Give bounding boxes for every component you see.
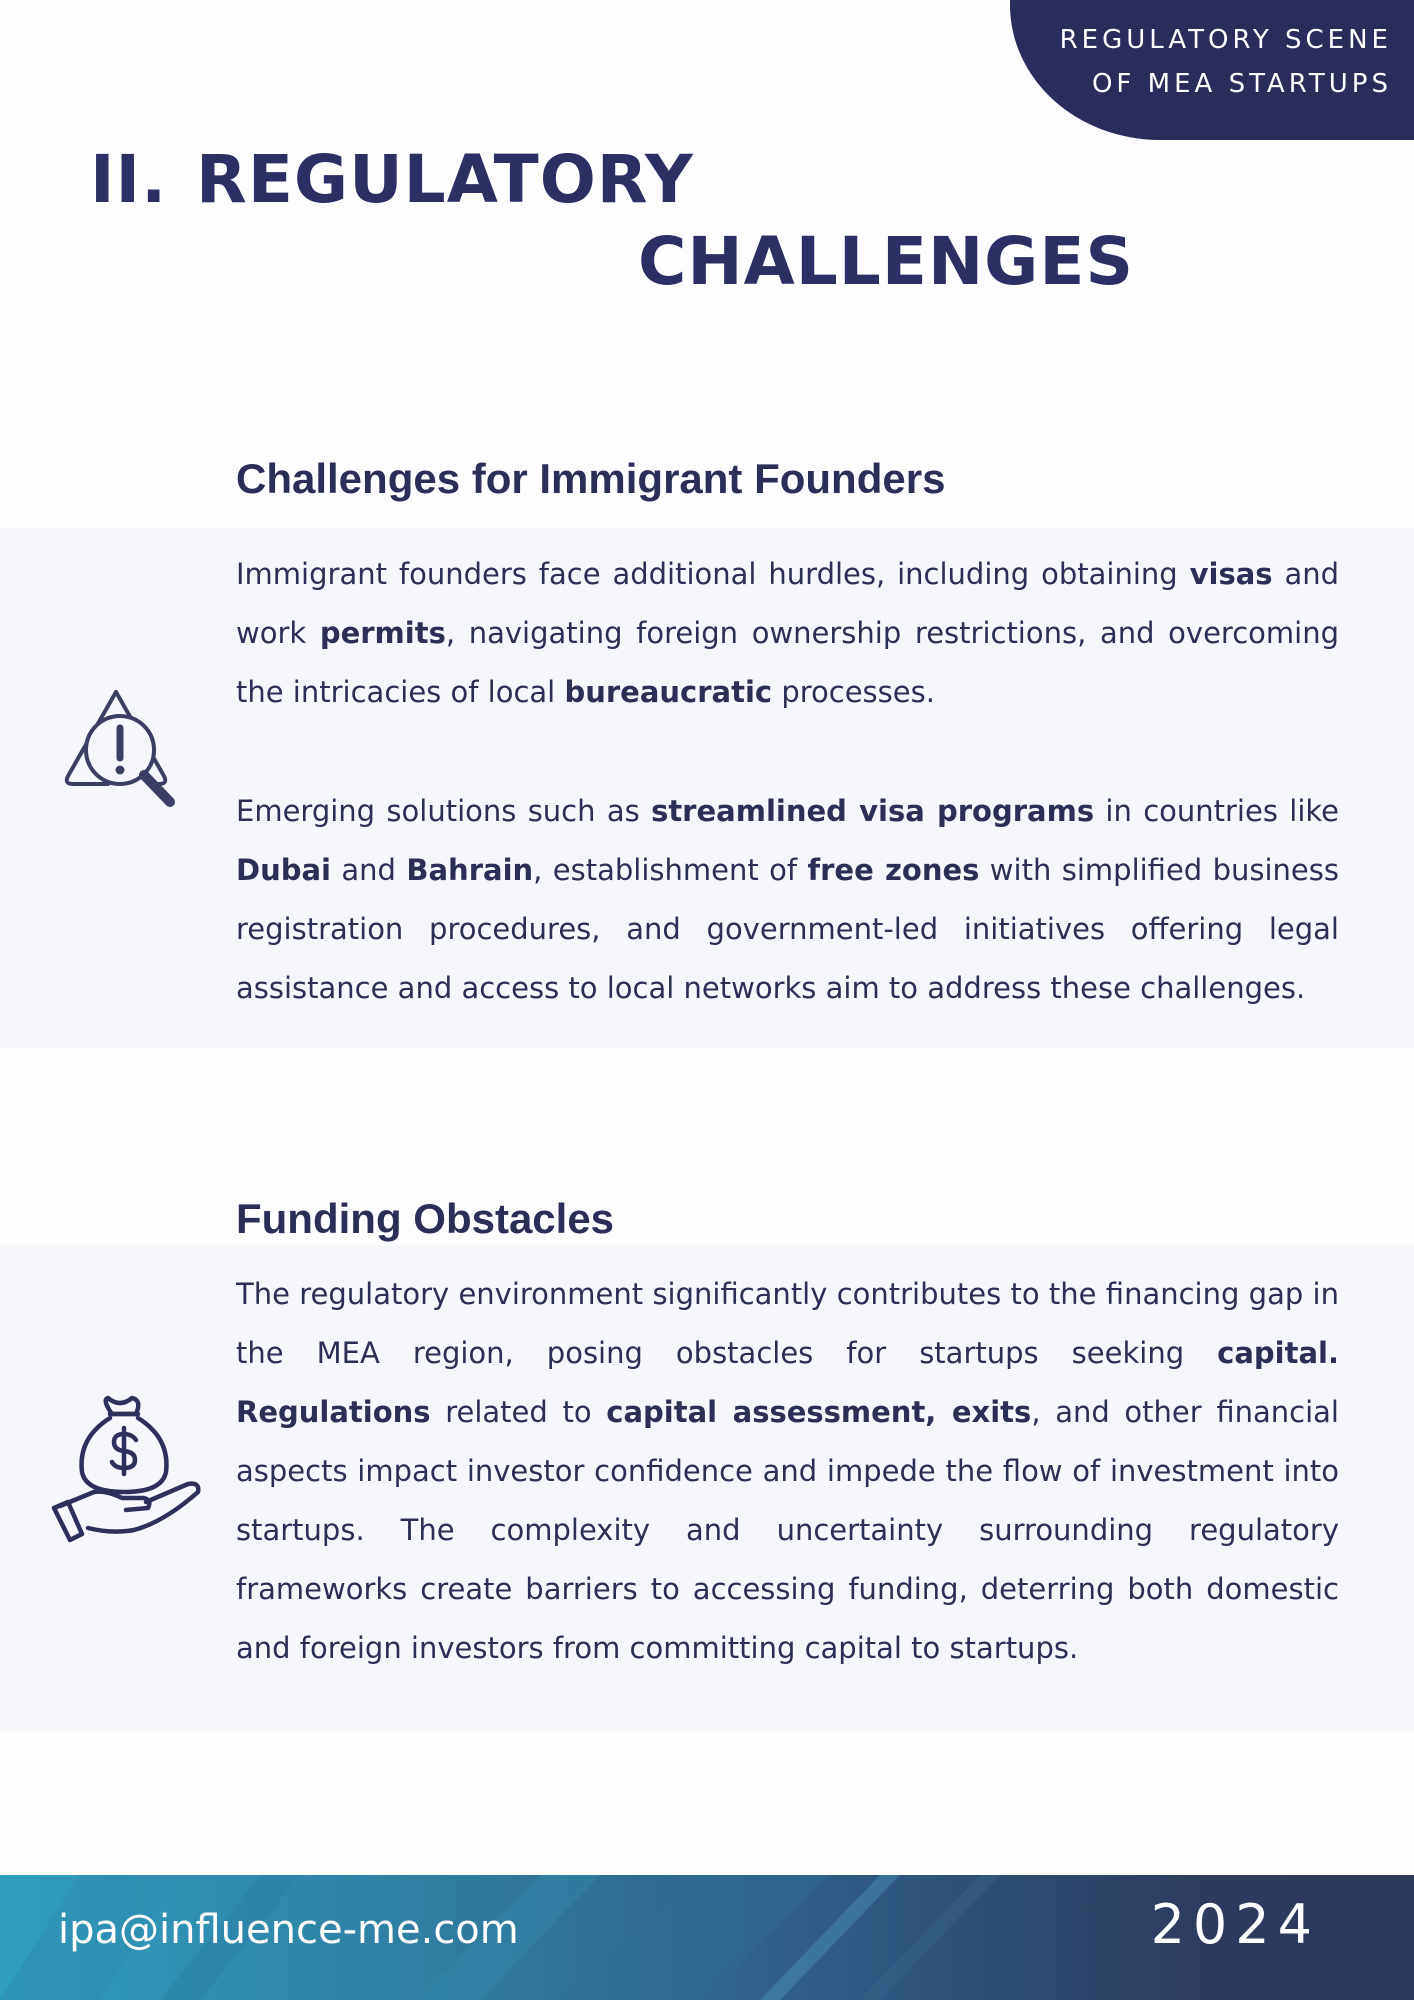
emphasis-text: free zones [807, 853, 980, 887]
footer-email[interactable]: ipa@influence-me.com [58, 1907, 519, 1953]
body-text: and work [236, 557, 1340, 650]
report-tag-line2: OF MEA STARTUPS [1091, 69, 1392, 99]
body-text: Immigrant founders face additional hurdles, including obtaining [236, 557, 1190, 591]
emphasis-text: Bahrain [406, 853, 534, 887]
body-text: in countries like [1094, 794, 1339, 828]
emphasis-text: visas [1189, 557, 1273, 591]
body-text: processes. [772, 675, 935, 709]
section2-title: Funding Obstacles [236, 1195, 615, 1242]
footer [0, 1875, 1414, 2000]
section1-paragraph2 [236, 782, 1339, 1018]
report-tag-line1: REGULATORY SCENE [1059, 25, 1392, 55]
footer-year: 2024 [1150, 1893, 1320, 1956]
section-number: II. [90, 141, 168, 218]
emphasis-text: capital assessment, exits [606, 1395, 1032, 1429]
body-text: , navigating foreign ownership restrictions, and overcoming the intricacies of local [236, 616, 1339, 709]
page-title-line2: CHALLENGES [638, 223, 1134, 300]
body-text: and [331, 853, 407, 887]
section1-title: Challenges for Immigrant Founders [236, 455, 946, 502]
body-text: with simplified business registration procedures, and government-led initiatives offering legal assistance and access to local networks aim to address these challenges. [236, 853, 1339, 1005]
body-text: , establishment of [533, 853, 808, 887]
body-text: related to [430, 1395, 607, 1429]
emphasis-text: permits [319, 616, 446, 650]
emphasis-text: bureaucratic [564, 675, 773, 709]
emphasis-text: capital. Regulations [236, 1336, 1339, 1429]
corner-tag [1010, 0, 1414, 140]
section2-paragraph1 [236, 1265, 1339, 1678]
report-tag [1060, 18, 1392, 106]
emphasis-text: Dubai [236, 853, 331, 887]
body-text: The regulatory environment significantly contributes to the financing gap in the MEA region, posing obstacles for startups seeking [236, 1277, 1339, 1370]
section1-paragraph1 [236, 545, 1339, 722]
emphasis-text: streamlined visa programs [651, 794, 1095, 828]
body-text: , and other financial aspects impact investor confidence and impede the flow of investment into startups. The complexity and uncertainty surrounding regulatory frameworks create barriers to accessing funding, deterring both domestic and foreign investors from committing capital to startups. [236, 1395, 1339, 1665]
warning-magnifier-icon [58, 682, 198, 822]
page-title-line1: REGULATORY [196, 141, 694, 218]
money-bag-hand-icon [48, 1388, 208, 1548]
body-text: Emerging solutions such as [236, 794, 652, 828]
